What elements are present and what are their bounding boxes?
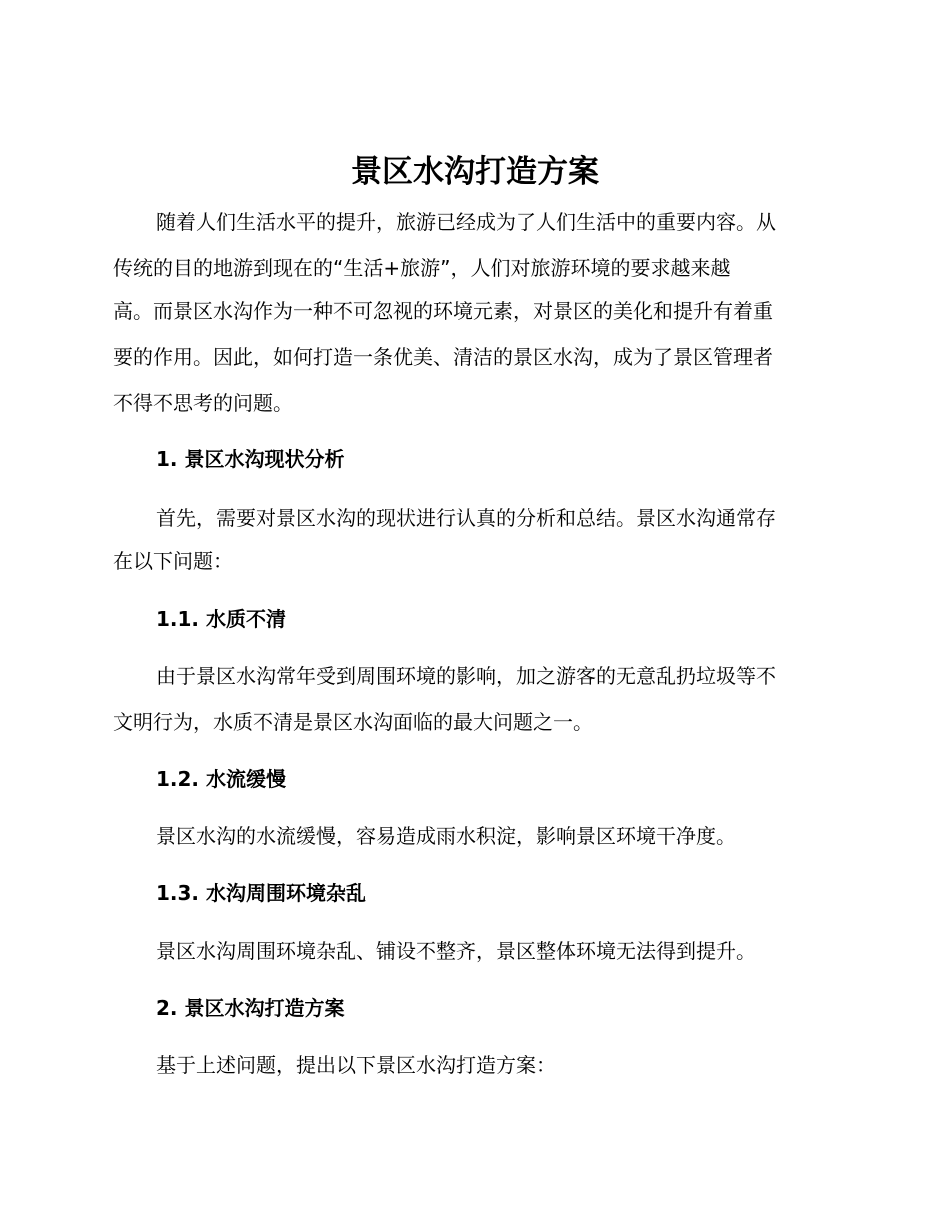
section-1-1-line-2: 文明行为，水质不清是景区水沟面临的最大问题之一。 xyxy=(113,710,593,734)
intro-line-2: 传统的目的地游到现在的“生活+旅游”，人们对旅游环境的要求越来越 xyxy=(113,256,731,280)
section-1-2-paragraph: 景区水沟的水流缓慢，容易造成雨水积淀，影响景区环境干净度。 xyxy=(156,824,736,848)
section-1-3-heading: 1.3. 水沟周围环境杂乱 xyxy=(156,881,366,905)
intro-line-1: 随着人们生活水平的提升，旅游已经成为了人们生活中的重要内容。从 xyxy=(156,210,776,234)
section-1-1-line-1: 由于景区水沟常年受到周围环境的影响，加之游客的无意乱扔垃圾等不 xyxy=(156,664,776,688)
intro-line-5: 不得不思考的问题。 xyxy=(113,391,293,415)
section-1-3-paragraph: 景区水沟周围环境杂乱、铺设不整齐，景区整体环境无法得到提升。 xyxy=(156,939,756,963)
section-2-heading: 2. 景区水沟打造方案 xyxy=(156,996,345,1020)
section-1-heading: 1. 景区水沟现状分析 xyxy=(156,447,345,471)
section-1-1-heading: 1.1. 水质不清 xyxy=(156,607,286,631)
intro-line-3: 高。而景区水沟作为一种不可忽视的环境元素，对景区的美化和提升有着重 xyxy=(113,299,773,323)
section-1-2-heading: 1.2. 水流缓慢 xyxy=(156,767,286,791)
section-1-line-1: 首先，需要对景区水沟的现状进行认真的分析和总结。景区水沟通常存 xyxy=(156,506,776,530)
intro-line-4: 要的作用。因此，如何打造一条优美、清洁的景区水沟，成为了景区管理者 xyxy=(113,345,773,369)
document-title: 景区水沟打造方案 xyxy=(351,154,599,190)
section-1-line-2: 在以下问题： xyxy=(113,549,233,573)
section-2-paragraph: 基于上述问题，提出以下景区水沟打造方案： xyxy=(156,1053,556,1077)
